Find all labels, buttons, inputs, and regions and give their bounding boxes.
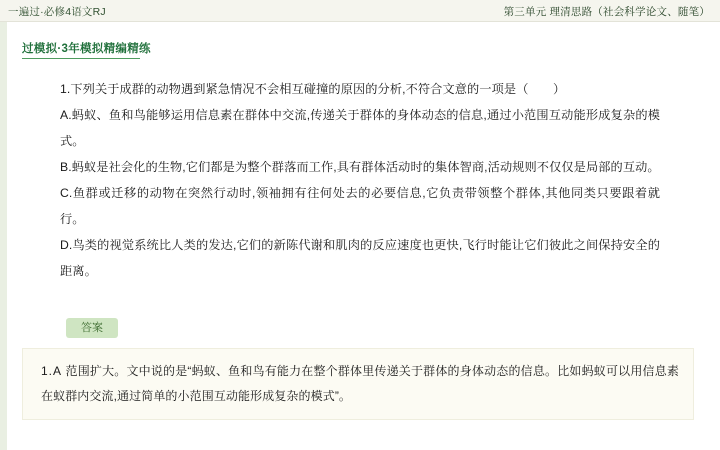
answer-key: 1.A <box>41 364 63 378</box>
page-header-bar <box>0 0 720 22</box>
option-c: C.鱼群或迁移的动物在突然行动时,领袖拥有往何处去的必要信息,它负责带领整个群体,其他同类只要跟着就行。 <box>60 186 660 226</box>
question-stem: 1.下列关于成群的动物遇到紧急情况不会相互碰撞的原因的分析,不符合文意的一项是（ ） <box>60 82 566 96</box>
option-a: A.蚂蚁、鱼和鸟能够运用信息素在群体中交流,传递关于群体的身体动态的信息,通过小范围互动能形成复杂的模式。 <box>60 108 660 148</box>
answer-content <box>41 359 679 409</box>
answer-explanation: 范围扩大。文中说的是“蚂蚁、鱼和鸟有能力在整个群体里传递关于群体的身体动态的信息。比如蚂蚁可以用信息素在蚁群内交流,通过简单的小范围互动能形成复杂的模式”。 <box>41 364 679 403</box>
answer-badge: 答案 <box>66 318 118 338</box>
section-title: 过模拟·3年模拟精编精练 <box>22 43 151 55</box>
header-book-title: 一遍过·必修4语文RJ <box>8 6 106 18</box>
question-block <box>60 76 660 284</box>
header-unit-title: 第三单元 理清思路（社会科学论文、随笔） <box>503 6 710 18</box>
answer-panel <box>22 348 694 420</box>
left-margin-stripe <box>0 22 7 450</box>
option-b: B.蚂蚁是社会化的生物,它们都是为整个群落而工作,具有群体活动时的集体智商,活动规则不仅仅是局部的互动。 <box>60 160 660 174</box>
section-title-underline <box>22 58 140 59</box>
option-d: D.鸟类的视觉系统比人类的发达,它们的新陈代谢和肌肉的反应速度也更快,飞行时能让它们彼此之间保持安全的距离。 <box>60 238 660 278</box>
